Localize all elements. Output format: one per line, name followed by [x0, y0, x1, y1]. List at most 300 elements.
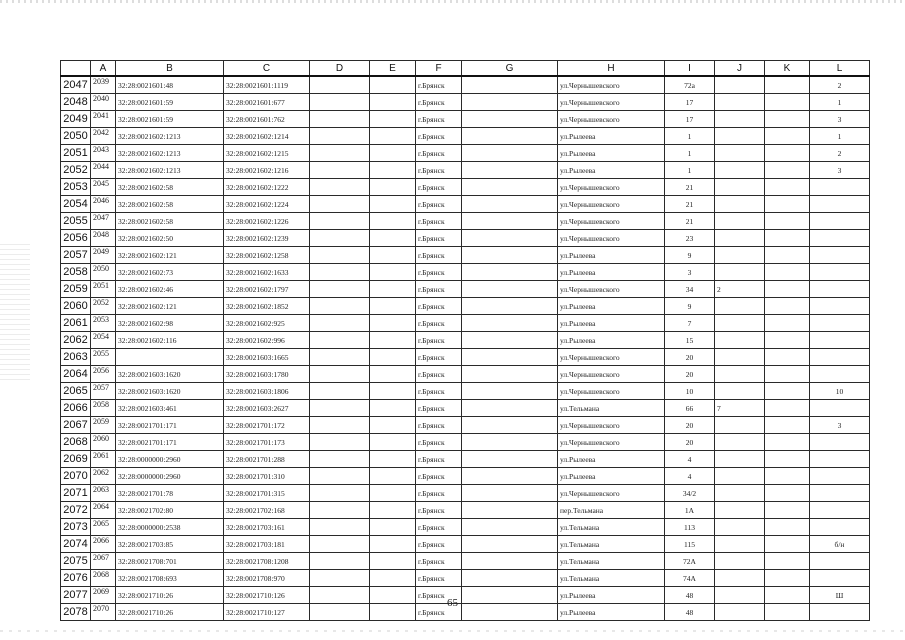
cell-e[interactable]: [370, 519, 416, 536]
cell-i[interactable]: 10: [665, 383, 715, 400]
cell-g[interactable]: [462, 230, 558, 247]
cell-i[interactable]: 1: [665, 162, 715, 179]
cell-d[interactable]: [310, 162, 370, 179]
cell-e[interactable]: [370, 553, 416, 570]
cell-j[interactable]: 2: [715, 281, 765, 298]
row-number[interactable]: 2073: [61, 519, 91, 536]
cell-a[interactable]: 2069: [91, 587, 116, 604]
cell-k[interactable]: [765, 213, 810, 230]
cell-b[interactable]: 32:28:0021602:58: [116, 196, 224, 213]
cell-d[interactable]: [310, 128, 370, 145]
cell-c[interactable]: 32:28:0021708:970: [224, 570, 310, 587]
cell-f[interactable]: г.Брянск: [416, 349, 462, 366]
cell-i[interactable]: 21: [665, 213, 715, 230]
cell-j[interactable]: [715, 196, 765, 213]
cell-i[interactable]: 4: [665, 451, 715, 468]
cell-g[interactable]: [462, 298, 558, 315]
cell-k[interactable]: [765, 417, 810, 434]
cell-c[interactable]: 32:28:0021701:310: [224, 468, 310, 485]
cell-k[interactable]: [765, 468, 810, 485]
row-number[interactable]: 2076: [61, 570, 91, 587]
cell-e[interactable]: [370, 400, 416, 417]
cell-k[interactable]: [765, 485, 810, 502]
cell-b[interactable]: 32:28:0021602:50: [116, 230, 224, 247]
cell-f[interactable]: г.Брянск: [416, 94, 462, 111]
cell-f[interactable]: г.Брянск: [416, 536, 462, 553]
cell-c[interactable]: 32:28:0021602:1226: [224, 213, 310, 230]
cell-b[interactable]: [116, 349, 224, 366]
cell-l[interactable]: [810, 179, 870, 196]
cell-e[interactable]: [370, 145, 416, 162]
row-number[interactable]: 2077: [61, 587, 91, 604]
cell-i[interactable]: 113: [665, 519, 715, 536]
cell-e[interactable]: [370, 128, 416, 145]
cell-k[interactable]: [765, 315, 810, 332]
cell-h[interactable]: ул.Тельмана: [558, 400, 665, 417]
cell-e[interactable]: [370, 281, 416, 298]
cell-d[interactable]: [310, 94, 370, 111]
cell-h[interactable]: ул.Рылеева: [558, 332, 665, 349]
row-number[interactable]: 2066: [61, 400, 91, 417]
cell-e[interactable]: [370, 162, 416, 179]
cell-a[interactable]: 2070: [91, 604, 116, 621]
cell-b[interactable]: 32:28:0021701:171: [116, 434, 224, 451]
cell-h[interactable]: ул.Рылеева: [558, 468, 665, 485]
cell-e[interactable]: [370, 179, 416, 196]
row-number[interactable]: 2065: [61, 383, 91, 400]
cell-a[interactable]: 2050: [91, 264, 116, 281]
cell-k[interactable]: [765, 349, 810, 366]
row-number[interactable]: 2075: [61, 553, 91, 570]
cell-e[interactable]: [370, 111, 416, 128]
cell-f[interactable]: г.Брянск: [416, 587, 462, 604]
cell-b[interactable]: 32:28:0021602:1213: [116, 128, 224, 145]
cell-f[interactable]: г.Брянск: [416, 298, 462, 315]
cell-e[interactable]: [370, 502, 416, 519]
cell-k[interactable]: [765, 400, 810, 417]
cell-a[interactable]: 2059: [91, 417, 116, 434]
cell-e[interactable]: [370, 417, 416, 434]
cell-a[interactable]: 2044: [91, 162, 116, 179]
cell-l[interactable]: [810, 349, 870, 366]
cell-c[interactable]: 32:28:0021701:173: [224, 434, 310, 451]
cell-i[interactable]: 34/2: [665, 485, 715, 502]
cell-d[interactable]: [310, 536, 370, 553]
cell-l[interactable]: [810, 247, 870, 264]
cell-j[interactable]: [715, 332, 765, 349]
row-number[interactable]: 2078: [61, 604, 91, 621]
cell-g[interactable]: [462, 196, 558, 213]
cell-h[interactable]: ул.Рылеева: [558, 145, 665, 162]
cell-j[interactable]: [715, 298, 765, 315]
cell-l[interactable]: [810, 213, 870, 230]
cell-h[interactable]: ул.Рылеева: [558, 315, 665, 332]
cell-k[interactable]: [765, 111, 810, 128]
cell-h[interactable]: ул.Чернышевского: [558, 349, 665, 366]
row-number[interactable]: 2060: [61, 298, 91, 315]
cell-g[interactable]: [462, 76, 558, 94]
cell-j[interactable]: [715, 128, 765, 145]
cell-g[interactable]: [462, 400, 558, 417]
cell-j[interactable]: [715, 179, 765, 196]
cell-d[interactable]: [310, 247, 370, 264]
cell-k[interactable]: [765, 264, 810, 281]
cell-g[interactable]: [462, 366, 558, 383]
cell-a[interactable]: 2057: [91, 383, 116, 400]
cell-j[interactable]: [715, 230, 765, 247]
cell-l[interactable]: [810, 553, 870, 570]
cell-f[interactable]: г.Брянск: [416, 230, 462, 247]
cell-g[interactable]: [462, 451, 558, 468]
cell-c[interactable]: 32:28:0021710:127: [224, 604, 310, 621]
cell-g[interactable]: [462, 128, 558, 145]
cell-f[interactable]: г.Брянск: [416, 111, 462, 128]
cell-b[interactable]: 32:28:0021701:78: [116, 485, 224, 502]
cell-l[interactable]: 3: [810, 417, 870, 434]
cell-e[interactable]: [370, 570, 416, 587]
column-header-j[interactable]: J: [715, 61, 765, 77]
cell-e[interactable]: [370, 94, 416, 111]
cell-a[interactable]: 2058: [91, 400, 116, 417]
cell-l[interactable]: [810, 315, 870, 332]
cell-j[interactable]: [715, 162, 765, 179]
cell-k[interactable]: [765, 94, 810, 111]
cell-e[interactable]: [370, 76, 416, 94]
cell-k[interactable]: [765, 383, 810, 400]
cell-i[interactable]: 48: [665, 604, 715, 621]
cell-k[interactable]: [765, 179, 810, 196]
cell-b[interactable]: 32:28:0021602:98: [116, 315, 224, 332]
cell-a[interactable]: 2066: [91, 536, 116, 553]
cell-i[interactable]: 9: [665, 247, 715, 264]
cell-l[interactable]: [810, 468, 870, 485]
cell-h[interactable]: ул.Рылеева: [558, 162, 665, 179]
cell-l[interactable]: 1: [810, 128, 870, 145]
cell-k[interactable]: [765, 519, 810, 536]
cell-i[interactable]: 48: [665, 587, 715, 604]
cell-h[interactable]: ул.Чернышевского: [558, 281, 665, 298]
cell-h[interactable]: ул.Рылеева: [558, 298, 665, 315]
column-header-d[interactable]: D: [310, 61, 370, 77]
cell-k[interactable]: [765, 553, 810, 570]
cell-f[interactable]: г.Брянск: [416, 281, 462, 298]
cell-c[interactable]: 32:28:0021603:1665: [224, 349, 310, 366]
cell-l[interactable]: б/н: [810, 536, 870, 553]
cell-h[interactable]: ул.Чернышевского: [558, 417, 665, 434]
row-number[interactable]: 2074: [61, 536, 91, 553]
cell-i[interactable]: 20: [665, 349, 715, 366]
cell-e[interactable]: [370, 264, 416, 281]
cell-h[interactable]: ул.Рылеева: [558, 604, 665, 621]
row-number[interactable]: 2069: [61, 451, 91, 468]
cell-g[interactable]: [462, 281, 558, 298]
cell-i[interactable]: 17: [665, 94, 715, 111]
cell-c[interactable]: 32:28:0021603:1780: [224, 366, 310, 383]
cell-e[interactable]: [370, 366, 416, 383]
cell-f[interactable]: г.Брянск: [416, 485, 462, 502]
cell-c[interactable]: 32:28:0021602:1215: [224, 145, 310, 162]
cell-f[interactable]: г.Брянск: [416, 604, 462, 621]
cell-e[interactable]: [370, 298, 416, 315]
cell-l[interactable]: [810, 519, 870, 536]
row-number[interactable]: 2047: [61, 76, 91, 94]
cell-f[interactable]: г.Брянск: [416, 213, 462, 230]
cell-g[interactable]: [462, 536, 558, 553]
cell-a[interactable]: 2039: [91, 76, 116, 94]
cell-b[interactable]: 32:28:0021602:121: [116, 298, 224, 315]
cell-j[interactable]: [715, 434, 765, 451]
row-number[interactable]: 2071: [61, 485, 91, 502]
cell-k[interactable]: [765, 281, 810, 298]
row-number[interactable]: 2056: [61, 230, 91, 247]
cell-a[interactable]: 2049: [91, 247, 116, 264]
cell-i[interactable]: 1: [665, 145, 715, 162]
cell-j[interactable]: [715, 417, 765, 434]
cell-e[interactable]: [370, 213, 416, 230]
cell-l[interactable]: Ш: [810, 587, 870, 604]
cell-b[interactable]: 32:28:0021601:59: [116, 111, 224, 128]
cell-k[interactable]: [765, 76, 810, 94]
cell-i[interactable]: 4: [665, 468, 715, 485]
cell-g[interactable]: [462, 417, 558, 434]
cell-j[interactable]: [715, 383, 765, 400]
column-header-corner[interactable]: [61, 61, 91, 77]
cell-l[interactable]: 10: [810, 383, 870, 400]
cell-d[interactable]: [310, 315, 370, 332]
cell-j[interactable]: [715, 570, 765, 587]
row-number[interactable]: 2072: [61, 502, 91, 519]
cell-f[interactable]: г.Брянск: [416, 468, 462, 485]
cell-k[interactable]: [765, 536, 810, 553]
cell-j[interactable]: [715, 553, 765, 570]
cell-h[interactable]: ул.Чернышевского: [558, 383, 665, 400]
cell-b[interactable]: 32:28:0021603:1620: [116, 366, 224, 383]
cell-a[interactable]: 2047: [91, 213, 116, 230]
cell-l[interactable]: [810, 502, 870, 519]
cell-b[interactable]: 32:28:0021703:85: [116, 536, 224, 553]
column-header-f[interactable]: F: [416, 61, 462, 77]
cell-b[interactable]: 32:28:0021602:121: [116, 247, 224, 264]
cell-d[interactable]: [310, 417, 370, 434]
row-number[interactable]: 2057: [61, 247, 91, 264]
cell-d[interactable]: [310, 196, 370, 213]
cell-c[interactable]: 32:28:0021602:1797: [224, 281, 310, 298]
cell-h[interactable]: ул.Чернышевского: [558, 76, 665, 94]
cell-d[interactable]: [310, 111, 370, 128]
cell-j[interactable]: [715, 519, 765, 536]
cell-h[interactable]: ул.Рылеева: [558, 247, 665, 264]
cell-h[interactable]: ул.Тельмана: [558, 536, 665, 553]
cell-a[interactable]: 2054: [91, 332, 116, 349]
cell-l[interactable]: [810, 485, 870, 502]
cell-l[interactable]: [810, 332, 870, 349]
column-header-i[interactable]: I: [665, 61, 715, 77]
cell-l[interactable]: [810, 451, 870, 468]
row-number[interactable]: 2055: [61, 213, 91, 230]
cell-d[interactable]: [310, 553, 370, 570]
cell-f[interactable]: г.Брянск: [416, 570, 462, 587]
column-header-b[interactable]: B: [116, 61, 224, 77]
cell-d[interactable]: [310, 468, 370, 485]
cell-f[interactable]: г.Брянск: [416, 332, 462, 349]
cell-c[interactable]: 32:28:0021602:1633: [224, 264, 310, 281]
cell-k[interactable]: [765, 434, 810, 451]
cell-k[interactable]: [765, 298, 810, 315]
cell-i[interactable]: 66: [665, 400, 715, 417]
cell-b[interactable]: 32:28:0021603:1620: [116, 383, 224, 400]
cell-g[interactable]: [462, 519, 558, 536]
cell-g[interactable]: [462, 162, 558, 179]
cell-l[interactable]: 3: [810, 111, 870, 128]
cell-a[interactable]: 2062: [91, 468, 116, 485]
cell-f[interactable]: г.Брянск: [416, 383, 462, 400]
cell-b[interactable]: 32:28:0000000:2960: [116, 468, 224, 485]
column-header-l[interactable]: L: [810, 61, 870, 77]
cell-c[interactable]: 32:28:0021602:1216: [224, 162, 310, 179]
row-number[interactable]: 2070: [61, 468, 91, 485]
cell-b[interactable]: 32:28:0021602:116: [116, 332, 224, 349]
row-number[interactable]: 2051: [61, 145, 91, 162]
cell-g[interactable]: [462, 264, 558, 281]
cell-a[interactable]: 2046: [91, 196, 116, 213]
cell-e[interactable]: [370, 196, 416, 213]
cell-e[interactable]: [370, 485, 416, 502]
cell-d[interactable]: [310, 383, 370, 400]
cell-h[interactable]: ул.Чернышевского: [558, 94, 665, 111]
cell-d[interactable]: [310, 519, 370, 536]
cell-k[interactable]: [765, 162, 810, 179]
cell-h[interactable]: ул.Рылеева: [558, 264, 665, 281]
cell-c[interactable]: 32:28:0021602:1258: [224, 247, 310, 264]
cell-g[interactable]: [462, 213, 558, 230]
cell-b[interactable]: 32:28:0021602:1213: [116, 145, 224, 162]
row-number[interactable]: 2063: [61, 349, 91, 366]
cell-b[interactable]: 32:28:0021602:1213: [116, 162, 224, 179]
cell-e[interactable]: [370, 332, 416, 349]
cell-i[interactable]: 9: [665, 298, 715, 315]
cell-g[interactable]: [462, 332, 558, 349]
cell-f[interactable]: г.Брянск: [416, 162, 462, 179]
cell-j[interactable]: [715, 94, 765, 111]
cell-f[interactable]: г.Брянск: [416, 179, 462, 196]
cell-c[interactable]: 32:28:0021710:126: [224, 587, 310, 604]
cell-a[interactable]: 2051: [91, 281, 116, 298]
cell-i[interactable]: 72А: [665, 553, 715, 570]
cell-k[interactable]: [765, 332, 810, 349]
cell-h[interactable]: ул.Чернышевского: [558, 434, 665, 451]
cell-i[interactable]: 1А: [665, 502, 715, 519]
cell-c[interactable]: 32:28:0021703:181: [224, 536, 310, 553]
cell-k[interactable]: [765, 128, 810, 145]
cell-c[interactable]: 32:28:0021602:1222: [224, 179, 310, 196]
cell-l[interactable]: [810, 570, 870, 587]
cell-f[interactable]: г.Брянск: [416, 76, 462, 94]
cell-d[interactable]: [310, 434, 370, 451]
cell-c[interactable]: 32:28:0021602:1214: [224, 128, 310, 145]
row-number[interactable]: 2068: [61, 434, 91, 451]
cell-d[interactable]: [310, 349, 370, 366]
cell-a[interactable]: 2055: [91, 349, 116, 366]
cell-a[interactable]: 2060: [91, 434, 116, 451]
cell-j[interactable]: [715, 213, 765, 230]
row-number[interactable]: 2053: [61, 179, 91, 196]
cell-e[interactable]: [370, 451, 416, 468]
cell-g[interactable]: [462, 434, 558, 451]
cell-a[interactable]: 2061: [91, 451, 116, 468]
cell-d[interactable]: [310, 570, 370, 587]
cell-c[interactable]: 32:28:0021601:762: [224, 111, 310, 128]
cell-i[interactable]: 72а: [665, 76, 715, 94]
cell-l[interactable]: 1: [810, 94, 870, 111]
cell-l[interactable]: [810, 281, 870, 298]
cell-k[interactable]: [765, 230, 810, 247]
row-number[interactable]: 2050: [61, 128, 91, 145]
cell-f[interactable]: г.Брянск: [416, 417, 462, 434]
cell-b[interactable]: 32:28:0021708:701: [116, 553, 224, 570]
cell-j[interactable]: [715, 451, 765, 468]
cell-l[interactable]: 3: [810, 162, 870, 179]
cell-l[interactable]: 2: [810, 145, 870, 162]
row-number[interactable]: 2067: [61, 417, 91, 434]
cell-d[interactable]: [310, 264, 370, 281]
cell-e[interactable]: [370, 383, 416, 400]
cell-d[interactable]: [310, 76, 370, 94]
cell-a[interactable]: 2068: [91, 570, 116, 587]
row-number[interactable]: 2052: [61, 162, 91, 179]
cell-e[interactable]: [370, 536, 416, 553]
cell-a[interactable]: 2063: [91, 485, 116, 502]
column-header-c[interactable]: C: [224, 61, 310, 77]
cell-a[interactable]: 2048: [91, 230, 116, 247]
cell-a[interactable]: 2040: [91, 94, 116, 111]
cell-k[interactable]: [765, 145, 810, 162]
cell-l[interactable]: [810, 196, 870, 213]
cell-k[interactable]: [765, 570, 810, 587]
cell-g[interactable]: [462, 145, 558, 162]
cell-i[interactable]: 115: [665, 536, 715, 553]
cell-e[interactable]: [370, 468, 416, 485]
cell-c[interactable]: 32:28:0021703:161: [224, 519, 310, 536]
cell-a[interactable]: 2043: [91, 145, 116, 162]
cell-j[interactable]: [715, 111, 765, 128]
cell-l[interactable]: [810, 366, 870, 383]
cell-h[interactable]: ул.Чернышевского: [558, 485, 665, 502]
cell-f[interactable]: г.Брянск: [416, 553, 462, 570]
cell-j[interactable]: [715, 468, 765, 485]
cell-g[interactable]: [462, 485, 558, 502]
cell-j[interactable]: [715, 145, 765, 162]
cell-d[interactable]: [310, 451, 370, 468]
cell-k[interactable]: [765, 247, 810, 264]
cell-c[interactable]: 32:28:0021602:1852: [224, 298, 310, 315]
cell-h[interactable]: ул.Чернышевского: [558, 179, 665, 196]
cell-i[interactable]: 34: [665, 281, 715, 298]
cell-f[interactable]: г.Брянск: [416, 264, 462, 281]
cell-a[interactable]: 2067: [91, 553, 116, 570]
cell-a[interactable]: 2065: [91, 519, 116, 536]
cell-b[interactable]: 32:28:0000000:2960: [116, 451, 224, 468]
cell-l[interactable]: [810, 298, 870, 315]
column-header-k[interactable]: K: [765, 61, 810, 77]
cell-i[interactable]: 15: [665, 332, 715, 349]
cell-j[interactable]: [715, 349, 765, 366]
cell-f[interactable]: г.Брянск: [416, 196, 462, 213]
cell-d[interactable]: [310, 230, 370, 247]
cell-h[interactable]: ул.Рылеева: [558, 587, 665, 604]
cell-c[interactable]: 32:28:0021701:288: [224, 451, 310, 468]
cell-j[interactable]: [715, 76, 765, 94]
cell-j[interactable]: [715, 315, 765, 332]
